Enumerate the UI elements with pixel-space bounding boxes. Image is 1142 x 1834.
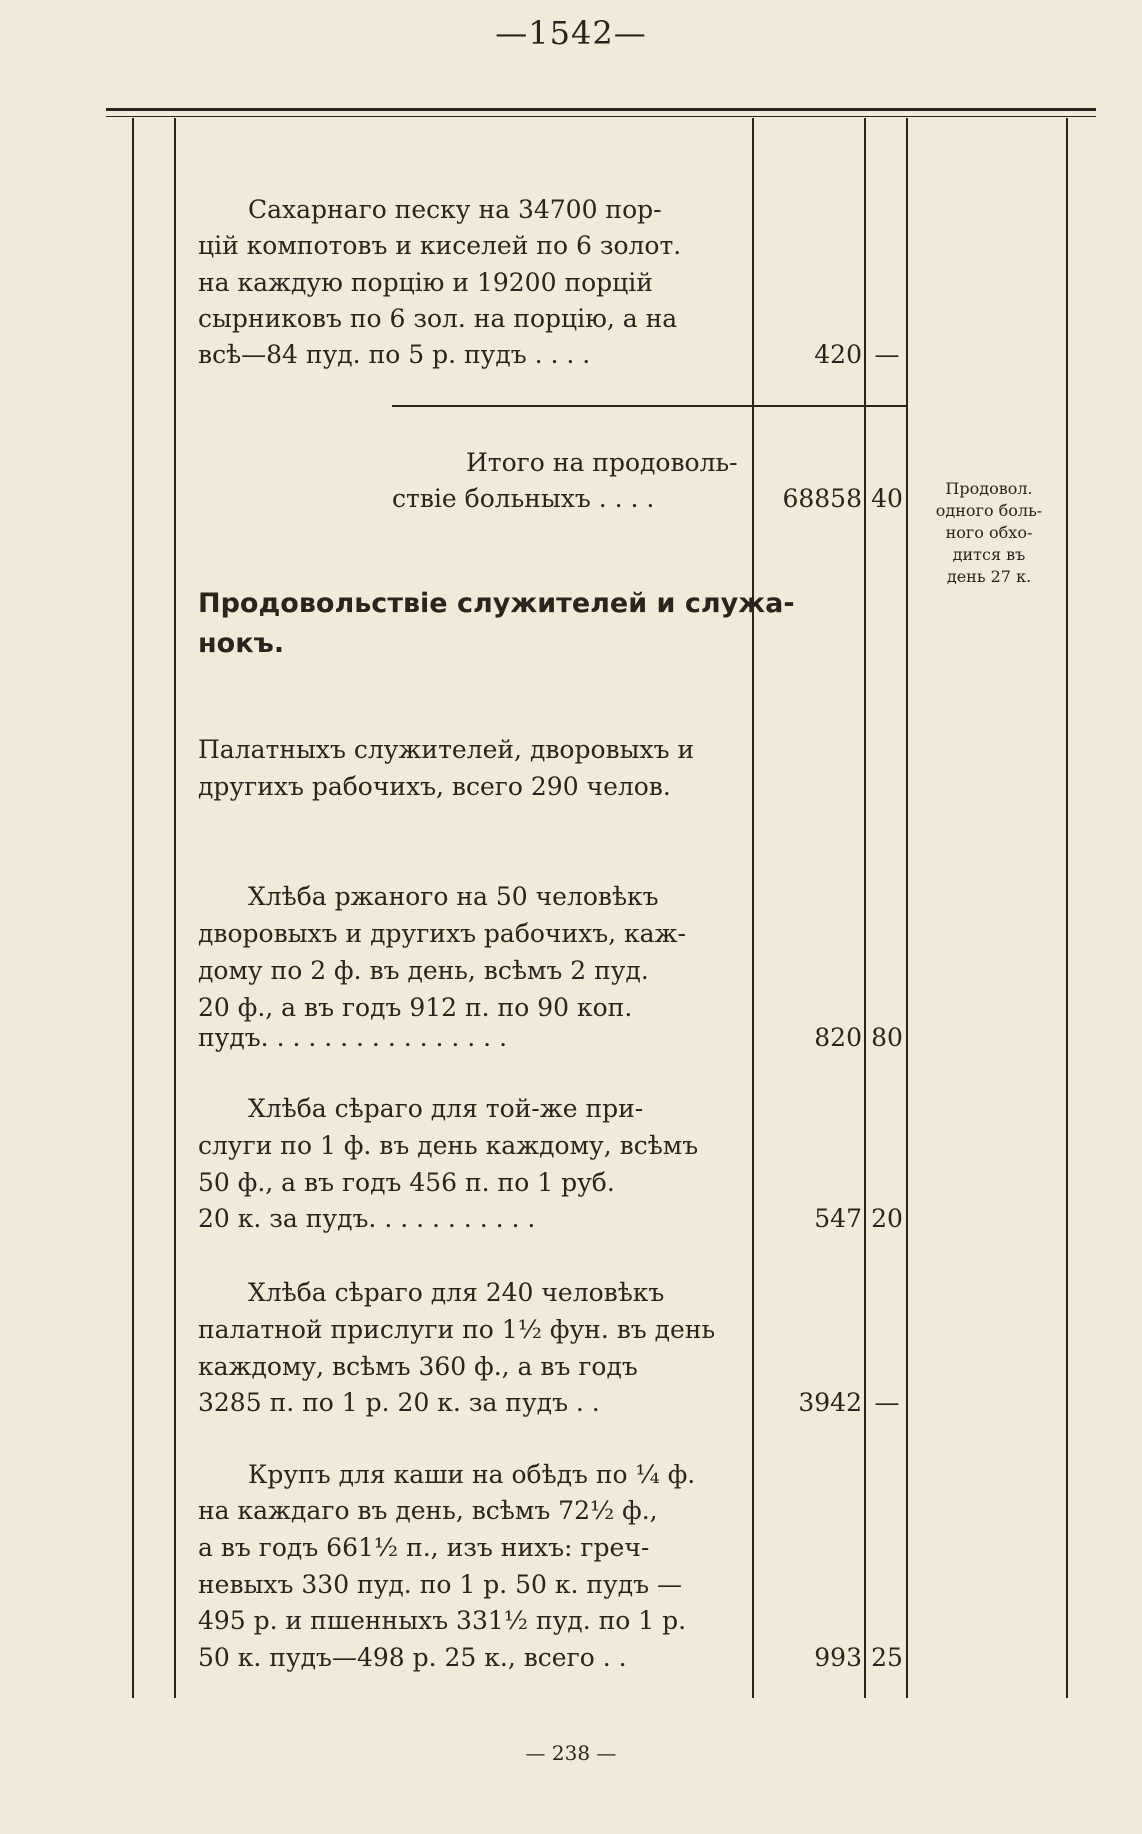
amount-kopecks: — <box>874 340 900 369</box>
amount-kopecks: 80 <box>871 1023 903 1052</box>
amount-kopecks: 25 <box>871 1643 903 1672</box>
entry-line: Хлѣба ржаного на 50 человѣкъ <box>248 882 659 911</box>
section-heading <box>198 584 795 664</box>
amount-rubles: 547 <box>814 1204 862 1233</box>
amount-rubles: 993 <box>814 1643 862 1672</box>
footer-page-number: — 238 — <box>525 1741 617 1765</box>
page-number: —1542— <box>495 14 647 52</box>
entry-line: дому по 2 ф. въ день, всѣмъ 2 пуд. <box>198 956 649 985</box>
entry-line: 3285 п. по 1 р. 20 к. за пудъ . . <box>198 1388 600 1417</box>
entry-line: Итого на продоволь- <box>466 448 738 477</box>
amount-kopecks: 40 <box>871 484 903 513</box>
column-line-outer-left <box>132 118 134 1698</box>
entry-line: невыхъ 330 пуд. по 1 р. 50 к. пудъ — <box>198 1570 683 1599</box>
amount-kopecks: — <box>874 1388 900 1417</box>
entry-line: дворовыхъ и другихъ рабочихъ, каж- <box>198 919 687 948</box>
remark-line: день 27 к. <box>946 567 1032 586</box>
entry-line: Сахарнаго песку на 34700 пор- <box>248 195 662 224</box>
remark-line: одного боль- <box>935 501 1043 520</box>
remark-note <box>914 478 1064 588</box>
column-line-rubles-left <box>752 118 754 1698</box>
total-rule <box>392 405 906 407</box>
section-heading-line: Продовольствіе служителей и служа- <box>198 588 795 619</box>
entry-line: слуги по 1 ф. въ день каждому, всѣмъ <box>198 1131 699 1160</box>
entry-line: на каждаго въ день, всѣмъ 72½ ф., <box>198 1496 658 1525</box>
remark-line: ного обхо- <box>945 523 1033 542</box>
amount-kopecks: 20 <box>871 1204 903 1233</box>
amount-rubles: 820 <box>814 1023 862 1052</box>
entry-line: 20 ф., а въ годъ 912 п. по 90 коп. <box>198 993 633 1022</box>
entry-line: пудъ. . . . . . . . . . . . . . . . <box>198 1023 508 1052</box>
amount-rubles: 3942 <box>798 1388 862 1417</box>
entry-line: ствіе больныхъ . . . . <box>392 484 655 513</box>
entry-line: другихъ рабочихъ, всего 290 челов. <box>198 772 671 801</box>
entry-line: всѣ—84 пуд. по 5 р. пудъ . . . . <box>198 340 591 369</box>
entry-line: Хлѣба сѣраго для той-же при- <box>248 1094 644 1123</box>
entry-line: каждому, всѣмъ 360 ф., а въ годъ <box>198 1352 638 1381</box>
entry-line: Хлѣба сѣраго для 240 человѣкъ <box>248 1278 665 1307</box>
entry-line: Крупъ для каши на обѣдъ по ¼ ф. <box>248 1460 696 1489</box>
remark-line: Продовол. <box>945 479 1033 498</box>
column-line-outer-right <box>1066 118 1068 1698</box>
column-line-text-left <box>174 118 176 1698</box>
entry-line: а въ годъ 661½ п., изъ нихъ: греч- <box>198 1533 650 1562</box>
section-heading-line: нокъ. <box>198 628 285 659</box>
entry-line: 50 ф., а въ годъ 456 п. по 1 руб. <box>198 1168 615 1197</box>
entry-line: на каждую порцію и 19200 порцій <box>198 268 653 297</box>
entry-line: 50 к. пудъ—498 р. 25 к., всего . . <box>198 1643 627 1672</box>
entry-line: сырниковъ по 6 зол. на порцію, а на <box>198 304 678 333</box>
remark-line: дится въ <box>952 545 1026 564</box>
entry-line: 20 к. за пудъ. . . . . . . . . . . <box>198 1204 536 1233</box>
amount-rubles: 68858 <box>782 484 862 513</box>
entry-line: цій компотовъ и киселей по 6 золот. <box>198 231 682 260</box>
entry-line: палатной прислуги по 1½ фун. въ день <box>198 1315 716 1344</box>
amount-rubles: 420 <box>814 340 862 369</box>
entry-line: 495 р. и пшенныхъ 331½ пуд. по 1 р. <box>198 1606 687 1635</box>
entry-line: Палатныхъ служителей, дворовыхъ и <box>198 735 695 764</box>
top-rule <box>106 108 1096 111</box>
top-rule-inner <box>106 116 1096 117</box>
